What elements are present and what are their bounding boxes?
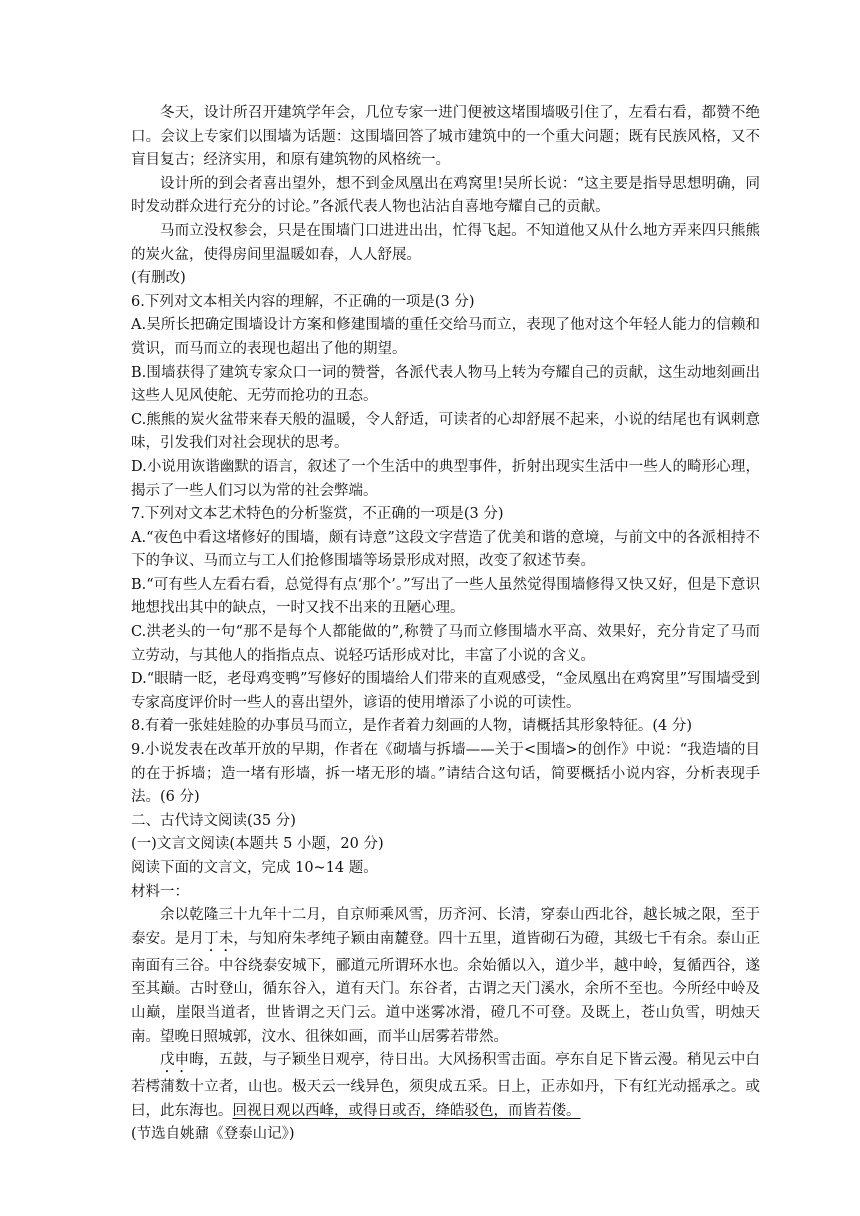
story-paragraph-2: 设计所的到会者喜出望外，想不到金凤凰出在鸡窝里!吴所长说：“这主要是指导思想明确，同时发动群众进行充分的讨论。”各派代表人物也沾沾自喜地夸耀自己的贡献。 <box>131 175 760 216</box>
question-6-option-c: C.熊熊的炭火盆带来春天般的温暖，令人舒适，可读者的心却舒展不起来，小说的结尾也有讽刺意味，引发我们对社会现状的思考。 <box>131 411 760 452</box>
classical-text-paragraph-2 <box>131 1049 760 1123</box>
question-7-option-d: D.“眼睛一眨，老母鸡变鸭”写修好的围墙给人们带来的直观感受，“金凤凰出在鸡窝里”写围墙受到专家高度评价时一些人的喜出望外，谚语的使用增添了小说的可读性。 <box>131 671 760 711</box>
question-7-option-a: A.“夜色中看这堵修好的围墙，颇有诗意”这段文字营造了优美和谐的意境，与前文中的各派相持不下的争议、马而立与工人们抢修围墙等场景形成对照，改变了叙述节奏。 <box>131 529 760 570</box>
classical-source-note: (节选自姚鼐《登泰山记》) <box>131 1126 295 1143</box>
question-9: 9.小说发表在改革开放的早期，作者在《砌墙与拆墙——关于<围墙>的创作》中说：“我造墙的目的在于拆墙；造一堵有形墙，拆一堵无形的墙。”请结合这句话，简要概括小说内容，分析表现手法。(6 分) <box>131 742 760 806</box>
classical-text-paragraph-1 <box>131 904 760 1049</box>
story-paragraph-1: 冬天，设计所召开建筑学年会，几位专家一进门便被这堵围墙吸引住了，左看右看，都赞不绝口。会议上专家们以围墙为话题：这围墙回答了城市建筑中的一个重大问题；既有民族风格，又不盲目复古；经济实用，和原有建筑物的风格统一。 <box>131 105 760 169</box>
question-8: 8.有着一张娃娃脸的办事员马而立，是作者着力刻画的人物，请概括其形象特征。(4 分) <box>131 718 692 735</box>
question-6-option-a: A.吴所长把确定围墙设计方案和修建围墙的重任交给马而立，表现了他对这个年轻人能力的信赖和赏识，而马而立的表现也超出了他的期望。 <box>131 317 760 357</box>
question-6-option-d: D.小说用诙谐幽默的语言，叙述了一个生活中的典型事件，折射出现实生活中一些人的畸形心理，揭示了一些人们习以为常的社会弊端。 <box>131 458 760 499</box>
emphasis-dotted-date-dingwei: 丁未 <box>204 930 234 947</box>
classical-text-1-part-a: 余以乾隆三十九年十二月，自京师乘风雪，历齐河、长清，穿泰山西北谷，越长城之限，至于泰安。是月 <box>131 907 760 947</box>
story-paragraph-3: 马而立没权参会，只是在围墙门口进进出出，忙得飞起。不知道他又从什么地方弄来四只熊熊的炭火盆，使得房间里温暖如春，人人舒展。 <box>131 222 760 263</box>
section-2-subtitle: (一)文言文阅读(本题共 5 小题，20 分) <box>131 836 384 853</box>
classical-text-1-part-b: ，与知府朱孝纯子颖由南麓登。四十五里，道皆砌石为磴，其级七千有余。泰山正南面有三谷。中谷绕泰安城下，郦道元所谓环水也。余始循以入，道少半，越中岭，复循西谷，遂至其巅。古时登山，循东谷入，道有天门。东谷者，古谓之天门溪水，余所不至也。今所经中岭及山巅，崖限当道者，世皆谓之天门云。道中迷雾冰滑，磴几不可登。及既上，苍山负雪，明烛天南。望晚日照城郭，汶水、徂徕如画，而半山居雾若带然。 <box>131 930 761 1045</box>
emphasis-dotted-date-wushen: 戊申 <box>160 1052 190 1069</box>
underlined-sentence: 回视日观以西峰，或得日或否，绛皓驳色，而皆若偻。 <box>232 1102 581 1119</box>
material-label: 材料一： <box>131 883 189 900</box>
source-note: (有删改) <box>131 270 186 287</box>
reading-instruction: 阅读下面的文言文，完成 10~14 题。 <box>131 860 378 876</box>
question-7-stem: 7.下列对文本艺术特色的分析鉴赏，不正确的一项是(3 分) <box>131 506 504 523</box>
question-7-option-b: B.“可有些人左看右看，总觉得有点‘那个’。”写出了一些人虽然觉得围墙修得又快又好，但是下意识地想找出其中的缺点，一时又找不出来的丑陋心理。 <box>131 576 760 617</box>
question-6-stem: 6.下列对文本相关内容的理解，不正确的一项是(3 分) <box>131 293 475 310</box>
question-7-option-c: C.洪老头的一句“那不是每个人都能做的”,称赞了马而立修围墙水平高、效果好，充分肯定了马而立劳动，与其他人的指指点点、说轻巧话形成对比，丰富了小说的含义。 <box>131 624 760 664</box>
question-6-option-b: B.围墙获得了建筑专家众口一词的赞誉，各派代表人物马上转为夸耀自己的贡献，这生动地刻画出这些人见风使舵、无劳而抢功的丑态。 <box>131 364 760 405</box>
classical-text-2-part-a: 晦，五鼓，与子颖坐日观亭，待日出。大风扬积雪击面。亭东自足下皆云漫。稍见云中白若樗蒲数十立者，山也。极天云一线异色，须臾成五采。日上，正赤如丹，下有红光动摇承之。或曰，此东海也。 <box>131 1052 761 1119</box>
section-2-title: 二、古代诗文阅读(35 分) <box>131 812 296 829</box>
